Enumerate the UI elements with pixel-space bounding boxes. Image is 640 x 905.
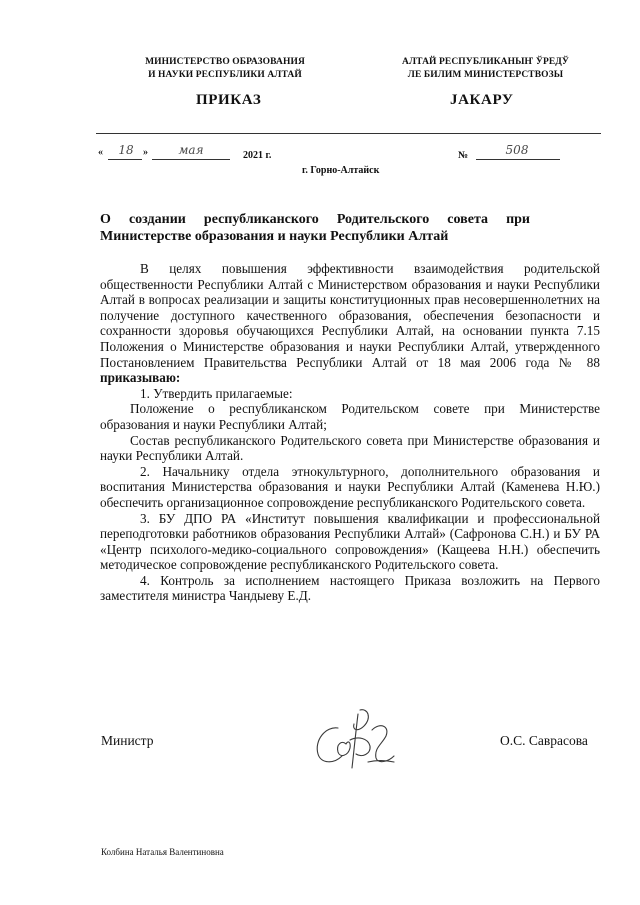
executor-name: Колбина Наталья Валентиновна bbox=[101, 847, 224, 857]
item-1a: Положение о республиканском Родительском совете при Министерстве образования и науки Республики Алтай; bbox=[100, 401, 600, 432]
date-open-quote: « bbox=[98, 147, 103, 158]
order-word: приказываю: bbox=[100, 370, 181, 386]
signature-name: О.С. Саврасова bbox=[500, 733, 588, 748]
item-3: 3. БУ ДПО РА «Институт повышения квалификации и профессиональной переподготовки работников образования Республики Алтай» (Сафронова С.Н.) и БУ РА «Центр психолого-медико-социального сопровождения» (Кащеева Н.Н.) обеспечить методическое сопровождение республиканского Родительского совета. bbox=[100, 510, 600, 573]
order-title-line1: О создании республиканского Родительского совета при bbox=[100, 212, 530, 227]
item-1b: Состав республиканского Родительского совета при Министерстве образования и науки Республики Алтай. bbox=[100, 432, 600, 464]
date-day-underline bbox=[108, 159, 142, 160]
order-title bbox=[100, 211, 530, 245]
doc-type-ru: ПРИКАЗ bbox=[196, 92, 262, 108]
ministry-name-ru bbox=[130, 56, 320, 82]
signature-position: Министр bbox=[101, 733, 154, 748]
ministry-name-alt-line2: ЛЕ БИЛИМ МИНИСТЕРСТВОЗЫ bbox=[407, 70, 564, 80]
intro-text: В целях повышения эффективности взаимодействия родительской общественности Республики Алтай с Министерством образования и науки Республики Алтай в вопросах реализации и защиты конституционных прав несовершеннолетних на получение доступного качественного образования, обеспечения безопасности и сохранности здоровья обучающихся Республики Алтай, на основании пункта 7.15 Положения о Министерстве образования и науки Республики Алтай, утвержденного Постановлением Правительства Республики Алтай от 18 мая 2006 года № 88 bbox=[100, 261, 600, 370]
handwritten-signature bbox=[308, 700, 400, 772]
header-divider bbox=[96, 133, 601, 134]
date-day: 18 bbox=[118, 143, 134, 157]
date-year: 2021 г. bbox=[243, 150, 272, 161]
order-title-line2: Министерстве образования и науки Республики Алтай bbox=[100, 229, 449, 244]
number-underline bbox=[476, 159, 560, 160]
date-month-underline bbox=[152, 159, 230, 160]
order-number: 508 bbox=[505, 143, 529, 157]
date-month: мая bbox=[178, 143, 204, 157]
item-2: 2. Начальнику отдела этнокультурного, дополнительного образования и воспитания Министерства образования и науки Республики Алтай (Каменева Н.Ю.) обеспечить организационное сопровождение республиканского Родительского совета. bbox=[100, 463, 600, 510]
ministry-name-ru-line2: И НАУКИ РЕСПУБЛИКИ АЛТАЙ bbox=[148, 70, 302, 80]
doc-type-alt: JАКАРУ bbox=[450, 92, 514, 108]
ministry-name-alt-line1: АЛТАЙ РЕСПУБЛИКАНЫҤ ЎРЕДЎ bbox=[401, 57, 569, 67]
ministry-name-alt bbox=[378, 56, 593, 82]
item-4: 4. Контроль за исполнением настоящего Приказа возложить на Первого заместителя министра Чандыеву Е.Д. bbox=[100, 572, 600, 604]
city: г. Горно-Алтайск bbox=[302, 165, 380, 176]
date-close-quote: » bbox=[143, 147, 148, 158]
ministry-name-ru-line1: МИНИСТЕРСТВО ОБРАЗОВАНИЯ bbox=[145, 57, 305, 67]
number-label: № bbox=[458, 150, 469, 161]
item-1: 1. Утвердить прилагаемые: bbox=[140, 385, 293, 401]
intro-paragraph bbox=[100, 261, 600, 386]
order-body bbox=[100, 261, 600, 604]
